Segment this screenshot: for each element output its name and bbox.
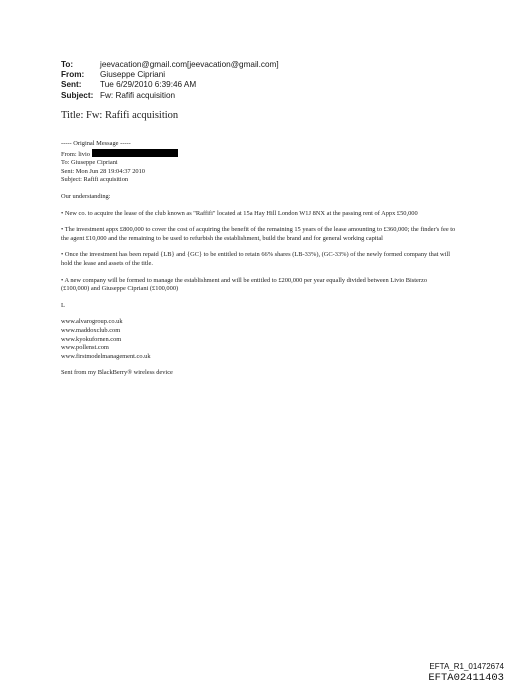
subject-row bbox=[61, 91, 279, 101]
link-item: www.pollenst.com bbox=[61, 344, 109, 352]
sent-value: Tue 6/29/2010 6:39:46 AM bbox=[100, 80, 197, 90]
efta-code-2: EFTA02411403 bbox=[428, 672, 504, 684]
sent-row bbox=[61, 80, 279, 90]
from-label: From: bbox=[61, 70, 85, 80]
from-row bbox=[61, 70, 279, 80]
subject-value: Fw: Rafifi acquisition bbox=[100, 90, 176, 100]
document-footer bbox=[428, 662, 504, 684]
to-row bbox=[61, 60, 279, 70]
to-label: To: bbox=[61, 60, 74, 69]
sent-from-device: Sent from my BlackBerry® wireless device bbox=[61, 369, 173, 377]
document-title: Title: Fw: Rafifi acquisition bbox=[61, 110, 179, 121]
subject-label: Subject: bbox=[61, 90, 94, 100]
to-value: jeevacation@gmail.com[jeevacation@gmail.com] bbox=[100, 60, 279, 69]
email-header bbox=[61, 60, 279, 101]
signature-initial: L bbox=[61, 301, 65, 309]
sent-label: Sent: bbox=[61, 80, 82, 90]
message-body bbox=[61, 140, 456, 378]
original-sent: Sent: Mon Jun 28 19:04:37 2010 bbox=[61, 167, 145, 175]
original-subject: Subject: Rafifi acquisition bbox=[61, 176, 129, 184]
link-item: www.firstmodelmanagement.co.uk bbox=[61, 352, 151, 360]
intro-text: Our understanding: bbox=[61, 192, 111, 200]
original-from: From: livio bbox=[61, 149, 456, 160]
original-to: To: Giuseppe Cipriani bbox=[61, 159, 118, 167]
bullet-item: • New co. to acquire the lease of the club known as "Raffifi" located at 15a Hay Hill London W1J 8NX at the passing rent of Appx £50,000 bbox=[61, 209, 418, 217]
from-value: Giuseppe Cipriani bbox=[100, 70, 166, 80]
redaction-block bbox=[92, 149, 178, 157]
original-message-marker: ----- Original Message ----- bbox=[61, 140, 131, 147]
bullet-item: • Once the investment has been repaid {LB} and {GC} to be entitled to retain 66% shares (LB-33%), (GC-33%) of the newly formed company that will hold the lease and assets of the title. bbox=[61, 251, 450, 267]
bullet-item: • A new company will be formed to manage the establishment and will be entitled to £200,000 per year equally divided between Livio Bisterzo (£100,000) and Giuseppe Cipriani (£100,000) bbox=[61, 276, 428, 293]
link-item: www.maddoxclub.com bbox=[61, 326, 121, 334]
link-item: www.alvarogroup.co.uk bbox=[61, 318, 123, 326]
bullet-item: • The investment appx £800,000 to cover the cost of acquiring the benefit of the remaining 15 years of the lease amounting to £360,000; the finder's fee to the agent £10,000 and the remaining to be used to refurbish the establishment, build the brand and for general working capital bbox=[61, 226, 456, 242]
link-item: www.kyokufornen.com bbox=[61, 335, 122, 343]
efta-code-1: EFTA_R1_01472674 bbox=[429, 662, 504, 671]
